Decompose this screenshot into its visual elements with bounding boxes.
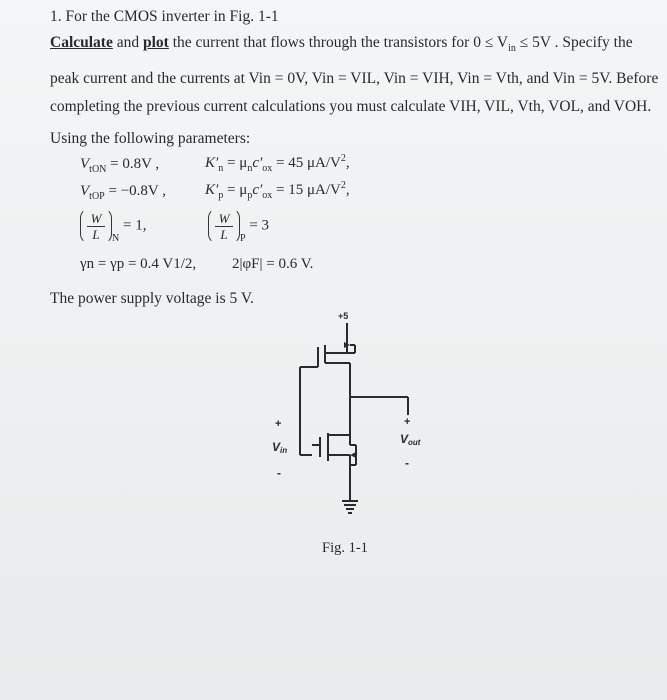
wl-p-parens: W L: [208, 208, 240, 244]
problem-line-2: peak current and the currents at Vin = 0V, Vin = VIL, Vin = VIH, Vin = Vth, and Vin = 5V. Before: [50, 70, 659, 87]
problem-line-4: Using the following parameters:: [50, 130, 251, 147]
and-word: and: [116, 34, 140, 51]
vout-label: Vout: [400, 432, 421, 447]
range-start: 0 ≤ V: [473, 34, 509, 51]
param-wl-n: W L $_N$ = 1,: [80, 208, 146, 244]
param-vtop: $V_{tOP} = -0.8V$ ,: [80, 183, 166, 202]
cmos-inverter-schematic: [240, 305, 440, 535]
line1-rest: the current that flows through the transistors for: [172, 34, 470, 51]
param-phi: 2|φF| = 0.6 V.: [232, 256, 314, 272]
vdd-label: +5: [338, 311, 349, 321]
problem-line-3: completing the previous current calculations you must calculate VIH, VIL, Vth, VOL, and VOH.: [50, 98, 652, 115]
param-kn: $K'_n = \mu_nc'_{ox} = 45$ $\mu A/V^2$,: [205, 153, 350, 174]
problem-heading: 1. For the CMOS inverter in Fig. 1-1: [50, 8, 279, 25]
supply-voltage-text: The power supply voltage is 5 V.: [50, 290, 254, 307]
param-gamma: γn = γp = 0.4 V1/2,: [80, 256, 197, 272]
range-end: ≤ 5V . Specify the: [519, 34, 633, 51]
vin-plus: +: [275, 418, 282, 430]
vin-label: Vin: [272, 440, 288, 455]
param-kp: $K'_p = \mu_pc'_{ox} = 15$ $\mu A/V^2$,: [205, 180, 350, 201]
param-vton: $V_{tON} = 0.8V$ ,: [80, 156, 160, 175]
figure-caption: Fig. 1-1: [322, 540, 368, 556]
param-wl-p: W L $_P$ = 3: [208, 208, 269, 244]
wl-n-parens: W L: [80, 208, 112, 244]
problem-line-1: [50, 34, 633, 54]
calculate-word: Calculate: [50, 34, 113, 51]
vout-plus: +: [404, 416, 411, 428]
vin-minus: -: [277, 466, 281, 480]
plot-word: plot: [143, 34, 169, 51]
vout-minus: -: [405, 456, 409, 470]
range-sub: in: [508, 43, 516, 55]
